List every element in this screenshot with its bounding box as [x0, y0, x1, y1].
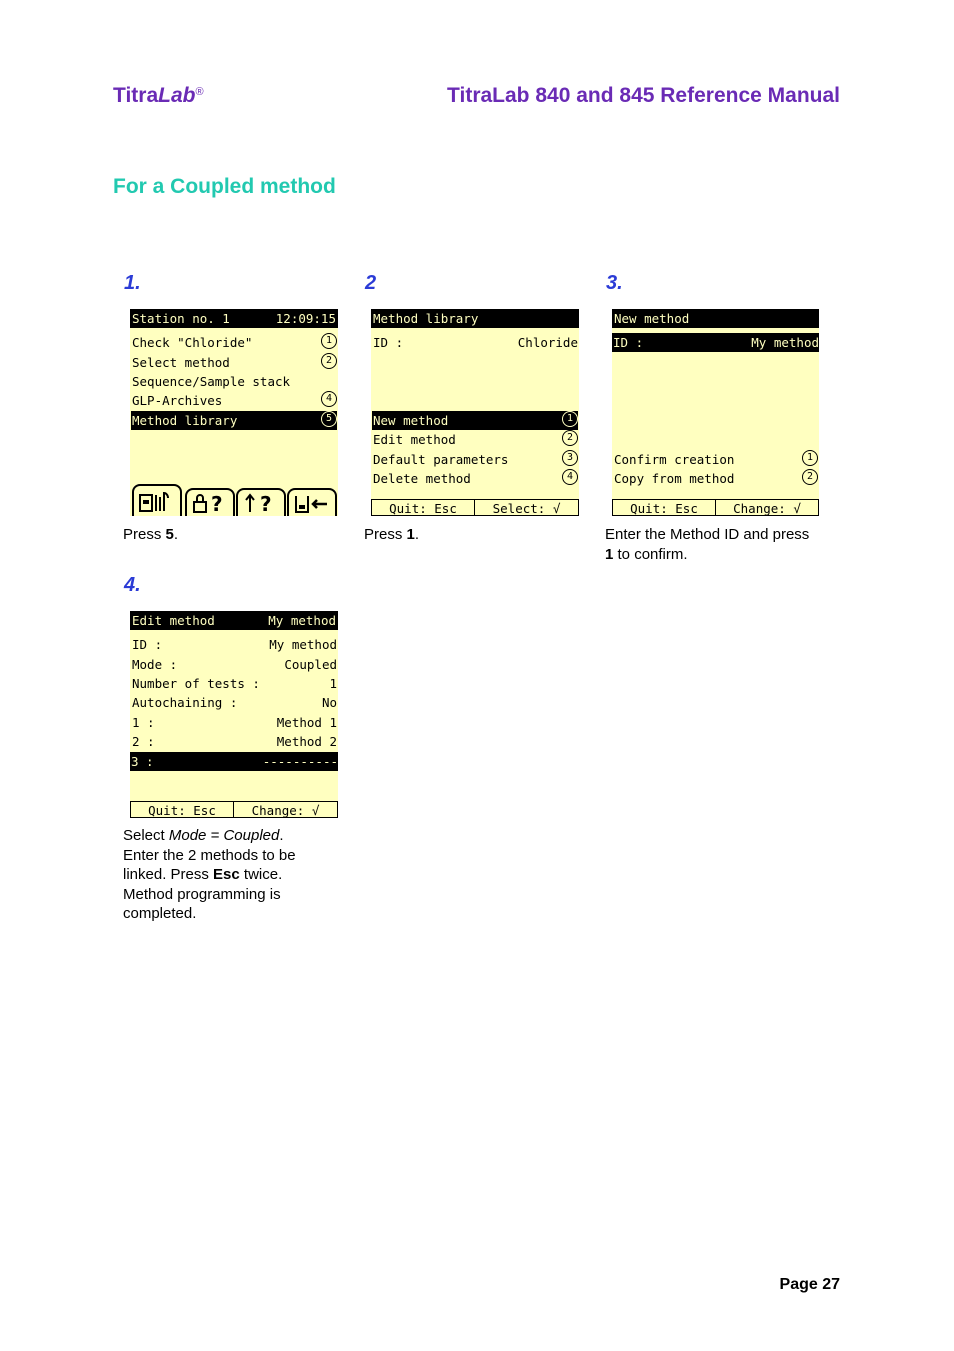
brand-prefix: Titra	[113, 84, 159, 107]
menu-item-new-method[interactable]: New method 1	[372, 411, 578, 430]
step-4-caption: Select Mode = Coupled. Enter the 2 methods to be linked. Press Esc twice. Method programming is completed.	[123, 827, 296, 922]
svg-text:?: ?	[211, 492, 223, 514]
num-5-icon: 5	[321, 411, 337, 427]
param-method-3[interactable]: 3 : ----------	[131, 754, 338, 769]
menu-item-edit-method[interactable]: Edit method 2	[372, 430, 578, 449]
menu-item-copy-from-method[interactable]: Copy from method 2	[613, 469, 818, 488]
step-3-label: 3.	[606, 272, 623, 294]
info-help-tab-icon	[240, 492, 282, 514]
num-1-icon: 1	[321, 333, 337, 349]
num-2-icon: 2	[321, 353, 337, 369]
step-3-caption: Enter the Method ID and press 1 to confirm.	[605, 526, 810, 563]
menu-item-check-chloride[interactable]: Check "Chloride" 1	[131, 333, 337, 352]
tab-info-help[interactable]	[236, 488, 286, 516]
step-4-label: 4.	[124, 574, 141, 596]
tab-archive[interactable]	[132, 484, 182, 516]
manual-title: TitraLab 840 and 845 Reference Manual	[447, 84, 840, 107]
menu-item-select-method[interactable]: Select method 2	[131, 353, 337, 372]
num-3-icon: 3	[562, 450, 578, 466]
param-mode[interactable]: Mode : Coupled	[132, 657, 337, 672]
step-1-caption: Press 5.	[123, 526, 179, 543]
menu-item-sequence-stack[interactable]: Sequence/Sample stack	[132, 374, 291, 389]
param-autochaining[interactable]: Autochaining : No	[132, 695, 337, 710]
quit-esc-softkey[interactable]: Quit: Esc	[130, 801, 234, 818]
change-softkey[interactable]: Change: √	[715, 499, 819, 516]
screen-title-bar: Method library	[371, 309, 579, 328]
page-number: Page 27	[779, 1276, 840, 1293]
brand-italic: Lab	[158, 84, 196, 107]
num-1-icon: 1	[562, 411, 578, 427]
menu-item-delete-method[interactable]: Delete method 4	[372, 469, 578, 488]
quit-esc-softkey[interactable]: Quit: Esc	[371, 499, 475, 516]
beaker-tab-icon	[291, 492, 333, 514]
screen-title-bar: New method	[612, 309, 819, 328]
tab-beaker[interactable]	[287, 488, 337, 516]
screen-station-menu	[130, 309, 338, 516]
param-id[interactable]: ID : My method	[132, 637, 337, 652]
step-2-label: 2	[365, 272, 377, 294]
tab-lock-help[interactable]	[185, 488, 235, 516]
screen-method-library	[371, 309, 579, 516]
screen-new-method	[612, 309, 819, 516]
brand-logo	[113, 84, 204, 108]
num-4-icon: 4	[321, 391, 337, 407]
change-softkey[interactable]: Change: √	[233, 801, 338, 818]
param-method-2[interactable]: 2 : Method 2	[132, 734, 337, 749]
menu-item-default-parameters[interactable]: Default parameters 3	[372, 450, 578, 469]
menu-item-glp-archives[interactable]: GLP-Archives 4	[131, 391, 337, 410]
method-id-row: ID : Chloride	[373, 335, 578, 350]
num-2-icon: 2	[562, 430, 578, 446]
num-4-icon: 4	[562, 469, 578, 485]
svg-text:?: ?	[260, 492, 272, 514]
registered-mark: ®	[195, 86, 204, 98]
method-id-input[interactable]: ID : My method	[613, 335, 819, 350]
screen-title-bar: Edit method My method	[132, 613, 336, 628]
num-1-icon: 1	[802, 450, 818, 466]
param-number-of-tests[interactable]: Number of tests : 1	[132, 676, 337, 691]
quit-esc-softkey[interactable]: Quit: Esc	[612, 499, 716, 516]
section-title: For a Coupled method	[113, 175, 336, 198]
step-2-caption: Press 1.	[364, 526, 420, 543]
param-method-1[interactable]: 1 : Method 1	[132, 715, 337, 730]
lock-help-tab-icon	[189, 492, 231, 514]
screen-title-bar	[130, 309, 338, 328]
select-softkey[interactable]: Select: √	[474, 499, 579, 516]
num-2-icon: 2	[802, 469, 818, 485]
archive-tab-icon	[136, 489, 178, 513]
screen-tab-bar	[130, 484, 338, 516]
station-label: Station no. 1	[132, 311, 230, 326]
menu-item-confirm-creation[interactable]: Confirm creation 1	[613, 450, 818, 469]
menu-item-method-library[interactable]: Method library 5	[131, 411, 337, 430]
step-1-label: 1.	[124, 272, 141, 294]
screen-edit-method	[130, 611, 338, 818]
clock-value: 12:09:15	[275, 311, 336, 326]
